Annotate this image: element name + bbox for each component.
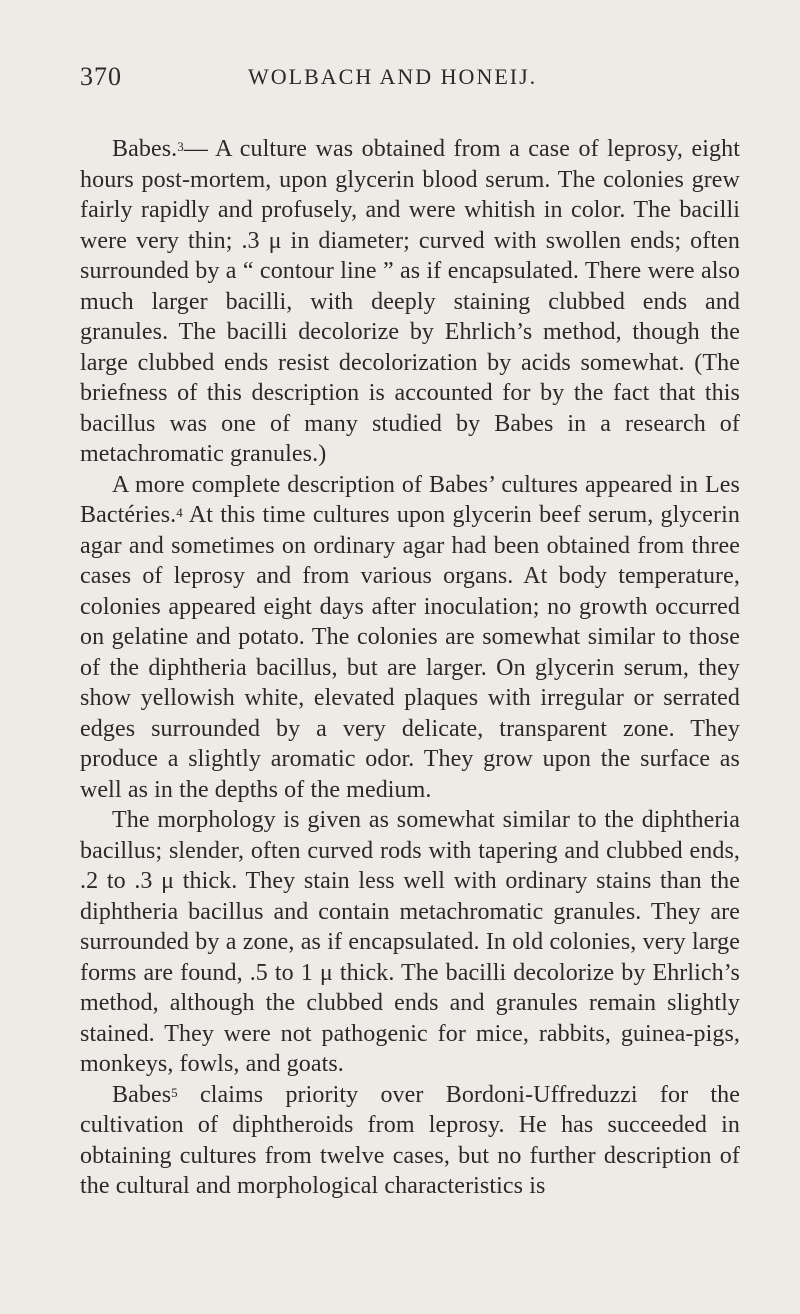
paragraph-babes-1 <box>80 134 740 470</box>
paragraph-text: — A culture was obtained from a case of leprosy, eight hours post-mortem, upon glycerin blood serum. The colonies grew fairly rapidly and profusely, and were whitish in color. The bacilli were very thin; .3 μ in diameter; curved with swollen ends; often surrounded by a “ contour line ” as if encapsulated. There were also much larger bacilli, with deeply staining clubbed ends and granules. The bacilli decolorize by Ehrlich’s method, though the large clubbed ends resist decolorization by acids somewhat. (The briefness of this description is accounted for by the fact that this bacillus was one of many studied by Babes in a research of metachromatic granules.) <box>80 136 740 467</box>
body-text <box>80 134 740 1202</box>
running-head: WOLBACH AND HONEIJ. <box>248 64 538 89</box>
paragraph-text: At this time cultures upon glycerin beef serum, glycerin agar and sometimes on ordinary agar had been obtained from three cases of leprosy and from various organs. At body temperature, colonies appeared eight days after inoculation; no growth occurred on gelatine and potato. The colonies are somewhat similar to those of the diphtheria bacillus, but are larger. On glycerin serum, they show yellowish white, elevated plaques with irregular or serrated edges surrounded by a very delicate, transparent zone. They produce a slightly aromatic odor. They grow upon the surface as well as in the depths of the medium. <box>80 502 740 803</box>
paragraph-lead: A more complete description of Babes’ cultures appeared in Les Bactéries. <box>80 471 740 528</box>
paragraph-text: The morphology is given as somewhat similar to the diphtheria bacillus; slender, often curved rods with tapering and clubbed ends, .2 to .3 μ thick. They stain less well with ordinary stains than the diphtheria bacillus and contain metachromatic granules. They are surrounded by a zone, as if encapsulated. In old colonies, very large forms are found, .5 to 1 μ thick. The bacilli decolorize by Ehrlich’s method, although the clubbed ends and granules remain slightly stained. They were not pathogenic for mice, rabbits, guinea-pigs, monkeys, fowls, and goats. <box>80 807 740 1077</box>
paragraph-les-bacteries <box>80 470 740 806</box>
footnote-ref: 3 <box>177 139 184 154</box>
footnote-ref: 4 <box>176 505 183 520</box>
paragraph-text: claims priority over Bordoni-Uffreduzzi for the cultivation of diphtheroids from leprosy. He has succeeded in obtaining cultures from twelve cases, but no further description of the cultural and morphological characteristics is <box>80 1081 740 1199</box>
paragraph-lead: Babes. <box>112 136 178 162</box>
paragraph-babes-priority <box>80 1080 740 1202</box>
page-number: 370 <box>80 62 122 91</box>
paragraph-lead: Babes <box>112 1081 172 1108</box>
paragraph-morphology <box>80 805 740 1080</box>
footnote-ref: 5 <box>171 1084 178 1100</box>
page-header <box>80 62 740 94</box>
